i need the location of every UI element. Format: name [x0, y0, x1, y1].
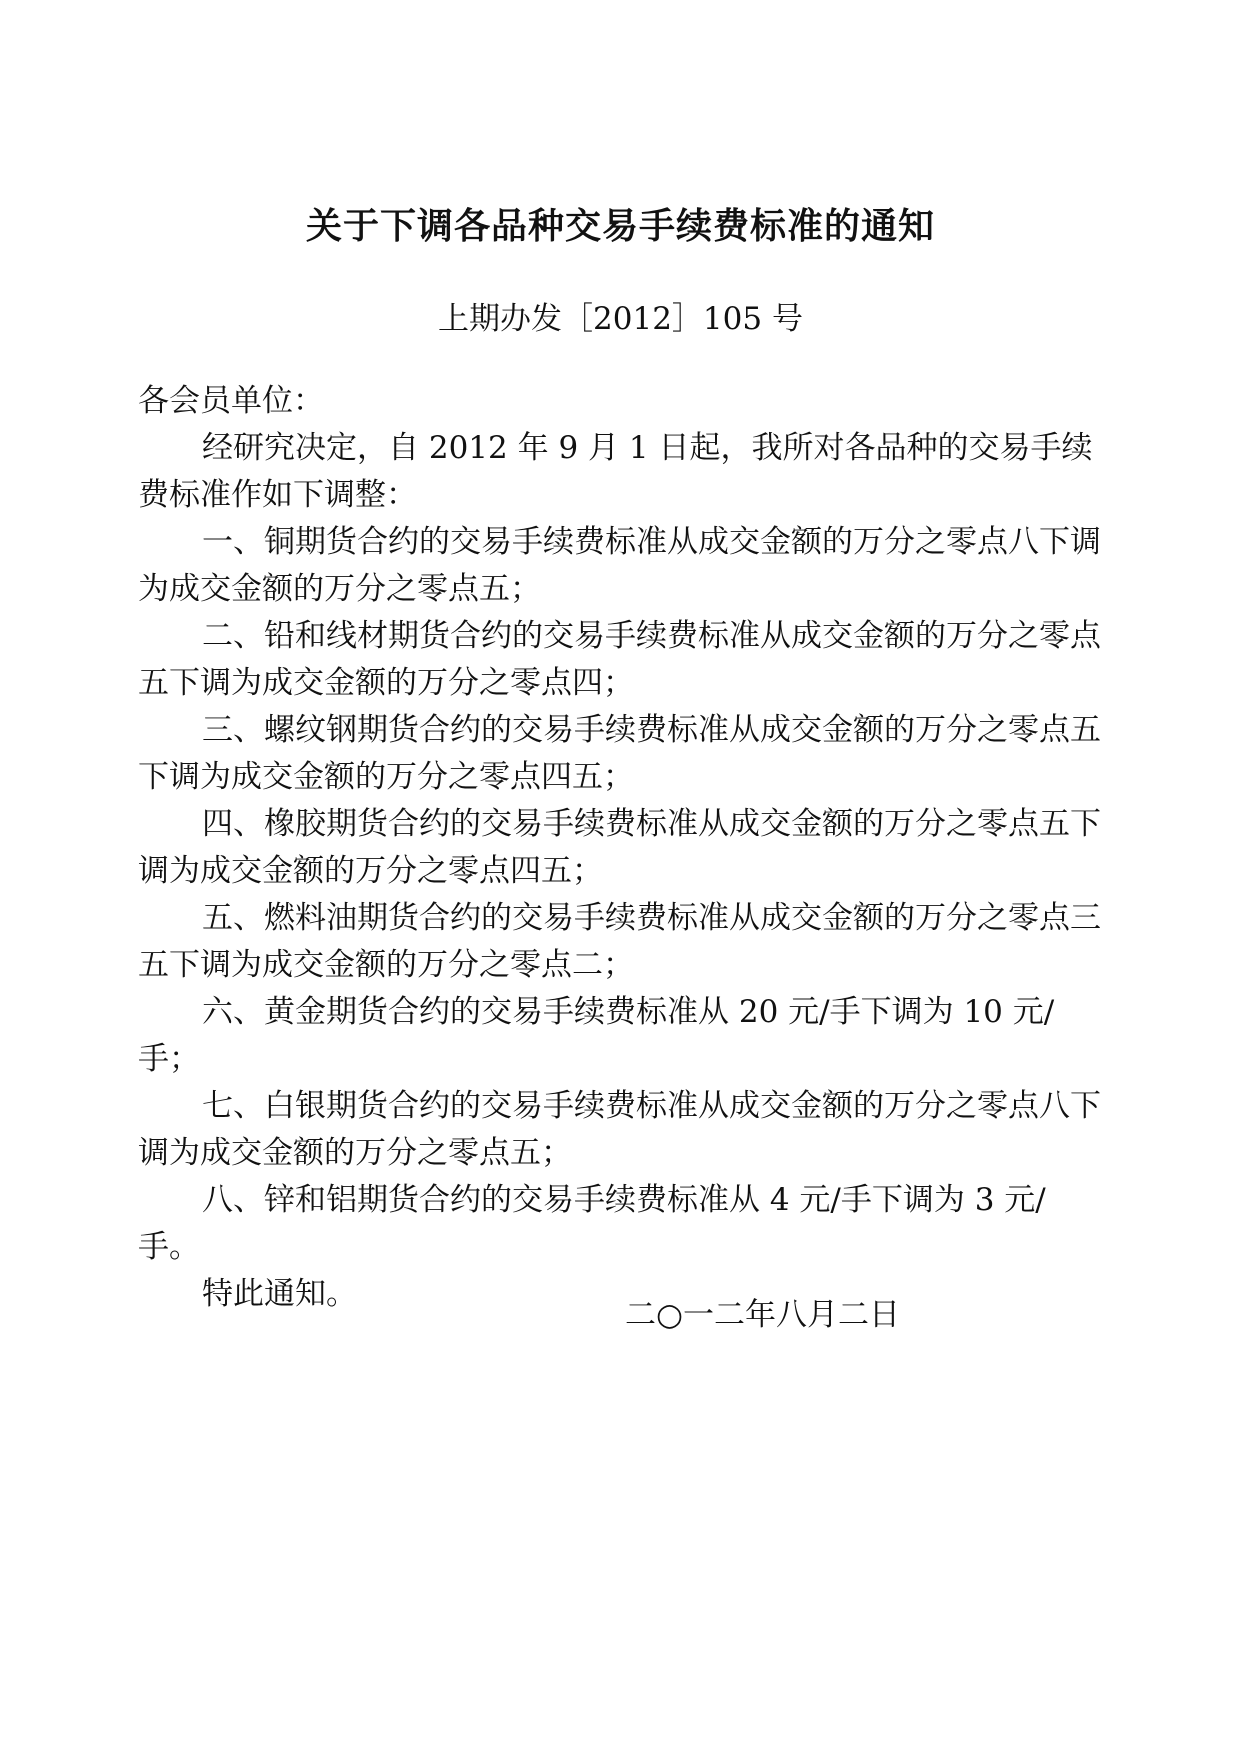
document-title: 关于下调各品种交易手续费标准的通知: [305, 205, 935, 247]
list-item: 五、燃料油期货合约的交易手续费标准从成交金额的万分之零点三五下调为成交金额的万分之零点二；: [138, 900, 1101, 983]
salutation: 各会员单位：: [138, 383, 324, 419]
list-item: 三、螺纹钢期货合约的交易手续费标准从成交金额的万分之零点五下调为成交金额的万分之零点四五；: [138, 712, 1101, 795]
list-item: 八、锌和铝期货合约的交易手续费标准从 4 元/手下调为 3 元/手。: [138, 1182, 1046, 1265]
document-number: 上期办发［2012］105 号: [438, 301, 803, 337]
document-body: [138, 378, 1103, 1318]
list-item: 二、铅和线材期货合约的交易手续费标准从成交金额的万分之零点五下调为成交金额的万分之零点四；: [138, 618, 1101, 701]
list-item: 四、橡胶期货合约的交易手续费标准从成交金额的万分之零点五下调为成交金额的万分之零点四五；: [138, 806, 1101, 889]
document-date: 二○一二年八月二日: [625, 1297, 901, 1333]
list-item: 六、黄金期货合约的交易手续费标准从 20 元/手下调为 10 元/手；: [138, 994, 1055, 1077]
closing-paragraph: 特此通知。: [202, 1276, 357, 1312]
intro-paragraph: 经研究决定，自 2012 年 9 月 1 日起，我所对各品种的交易手续费标准作如下调整：: [138, 430, 1093, 513]
list-item: 一、铜期货合约的交易手续费标准从成交金额的万分之零点八下调为成交金额的万分之零点五；: [138, 524, 1101, 607]
list-item: 七、白银期货合约的交易手续费标准从成交金额的万分之零点八下调为成交金额的万分之零点五；: [138, 1088, 1101, 1171]
